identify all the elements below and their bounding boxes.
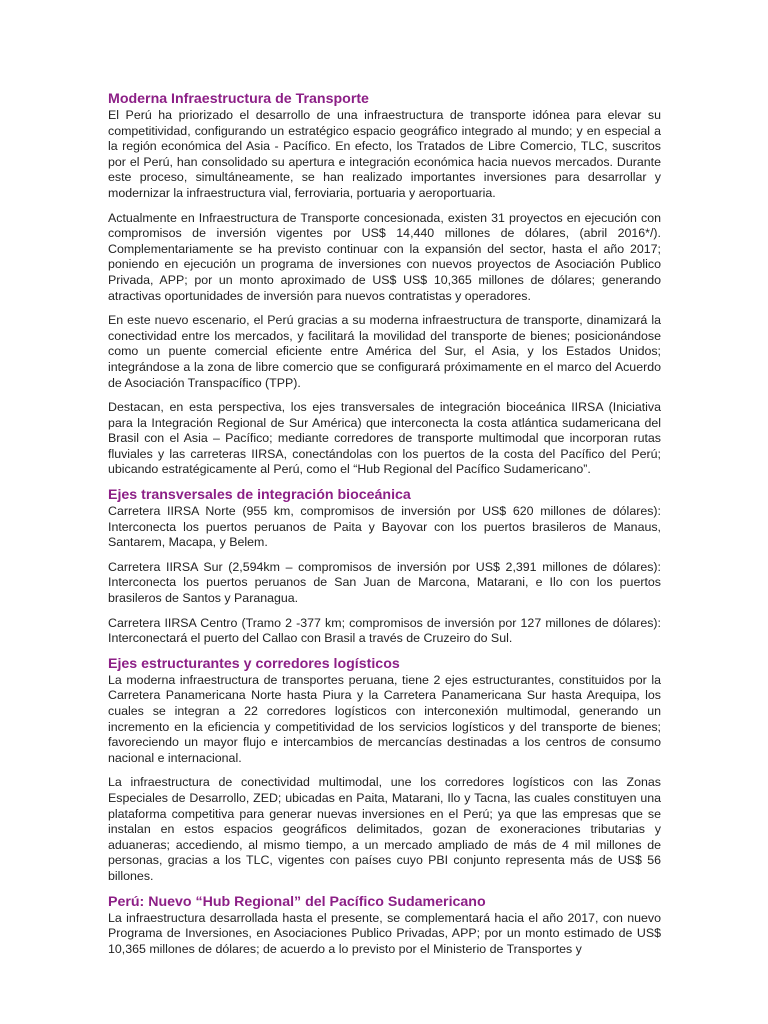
paragraph: Destacan, en esta perspectiva, los ejes transversales de integración bioceánica IIRSA (Iniciativa para la Integración Regional de Sur América) que interconecta la costa atlántica sudamericana del Brasil con el Asia – Pacífico; mediante corredores de transporte multimodal que incorporan rutas fluviales y las carreteras IIRSA, conectándolas con los puertos de la costa del Pacífico del Perú; ubicando estratégicamente al Perú, como el “Hub Regional del Pacífico Sudamericano”. — [108, 400, 661, 477]
paragraph: La moderna infraestructura de transportes peruana, tiene 2 ejes estructurantes, constituidos por la Carretera Panamericana Norte hasta Piura y la Carretera Panamericana Sur hasta Arequipa, los cuales se integran a 22 corredores logísticos con interconexión multimodal, generando un incremento en la eficiencia y competitividad de los servicios logísticos y del transporte de bienes; favoreciendo un mayor flujo e intercambios de mercancías destinadas a los centros de consumo nacional e internacional. — [108, 672, 661, 765]
paragraph: Carretera IIRSA Sur (2,594km – compromisos de inversión por US$ 2,391 millones de dólares): Interconecta los puertos peruanos de San Juan de Marcona, Matarani, e Ilo con los puertos brasileros de Santos y Paranagua. — [108, 559, 661, 606]
paragraph: La infraestructura desarrollada hasta el presente, se complementará hacia el año 2017, con nuevo Programa de Inversiones, en Asociaciones Publico Privadas, APP; por un monto estimado de US$ 10,365 millones de dólares; de acuerdo a lo previsto por el Ministerio de Transportes y — [108, 910, 661, 956]
document-page — [108, 90, 661, 957]
section-heading-ejes-estructurantes: Ejes estructurantes y corredores logísticos — [108, 655, 400, 672]
paragraph: El Perú ha priorizado el desarrollo de una infraestructura de transporte idónea para elevar su competitividad, configurando un estratégico espacio geográfico integrado al mundo; y en especial a la región económica del Asia - Pacífico. En efecto, los Tratados de Libre Comercio, TLC, suscritos por el Perú, han consolidado su apertura e integración económica hacia nuevos mercados. Durante este proceso, simultáneamente, se han realizado importantes inversiones para desarrollar y modernizar la infraestructura vial, ferroviaria, portuaria y aeroportuaria. — [108, 108, 661, 200]
section-heading-hub-regional: Perú: Nuevo “Hub Regional” del Pacífico Sudamericano — [108, 893, 486, 910]
paragraph: Actualmente en Infraestructura de Transporte concesionada, existen 31 proyectos en ejecución con compromisos de inversión vigentes por US$ 14,440 millones de dólares, (abril 2016*/). Complementariamente se ha previsto continuar con la expansión del sector, hasta el año 2017; poniendo en ejecución un programa de inversiones con nuevos proyectos de Asociación Publico Privada, APP; por un monto aproximado de US$ US$ 10,365 millones de dólares; generando atractivas oportunidades de inversión para nuevos contratistas y operadores. — [108, 210, 661, 303]
section-heading-ejes-transversales: Ejes transversales de integración bioceánica — [108, 487, 411, 504]
section-heading-infraestructura: Moderna Infraestructura de Transporte — [108, 91, 369, 107]
paragraph: En este nuevo escenario, el Perú gracias a su moderna infraestructura de transporte, dinamizará la conectividad entre los mercados, y facilitará la movilidad del transporte de bienes; posicionándose como un puente comercial eficiente entre América del Sur, el Asia, y los Estados Unidos; integrándose a la zona de libre comercio que se configurará próximamente en el marco del Acuerdo de Asociación Transpacífico (TPP). — [108, 313, 661, 390]
paragraph: La infraestructura de conectividad multimodal, une los corredores logísticos con las Zonas Especiales de Desarrollo, ZED; ubicadas en Paita, Matarani, Ilo y Tacna, las cuales constituyen una plataforma competitiva para generar nuevas inversiones en el Perú; ya que las empresas que se instalan en estos espacios geográficos delimitados, gozan de exoneraciones tributarias y aduaneras; accediendo, al mismo tiempo, a un mercado ampliado de más de 4 mil millones de personas, gracias a los TLC, vigentes con países cuyo PBI conjunto representa más de US$ 56 billones. — [108, 775, 661, 883]
paragraph: Carretera IIRSA Centro (Tramo 2 -377 km; compromisos de inversión por 127 millones de dólares): Interconectará el puerto del Callao con Brasil a través de Cruzeiro do Sul. — [108, 615, 661, 646]
paragraph: Carretera IIRSA Norte (955 km, compromisos de inversión por US$ 620 millones de dólares): Interconecta los puertos peruanos de Paita y Bayovar con los puertos brasileros de Manaus, Santarem, Macapa, y Belem. — [108, 504, 661, 550]
